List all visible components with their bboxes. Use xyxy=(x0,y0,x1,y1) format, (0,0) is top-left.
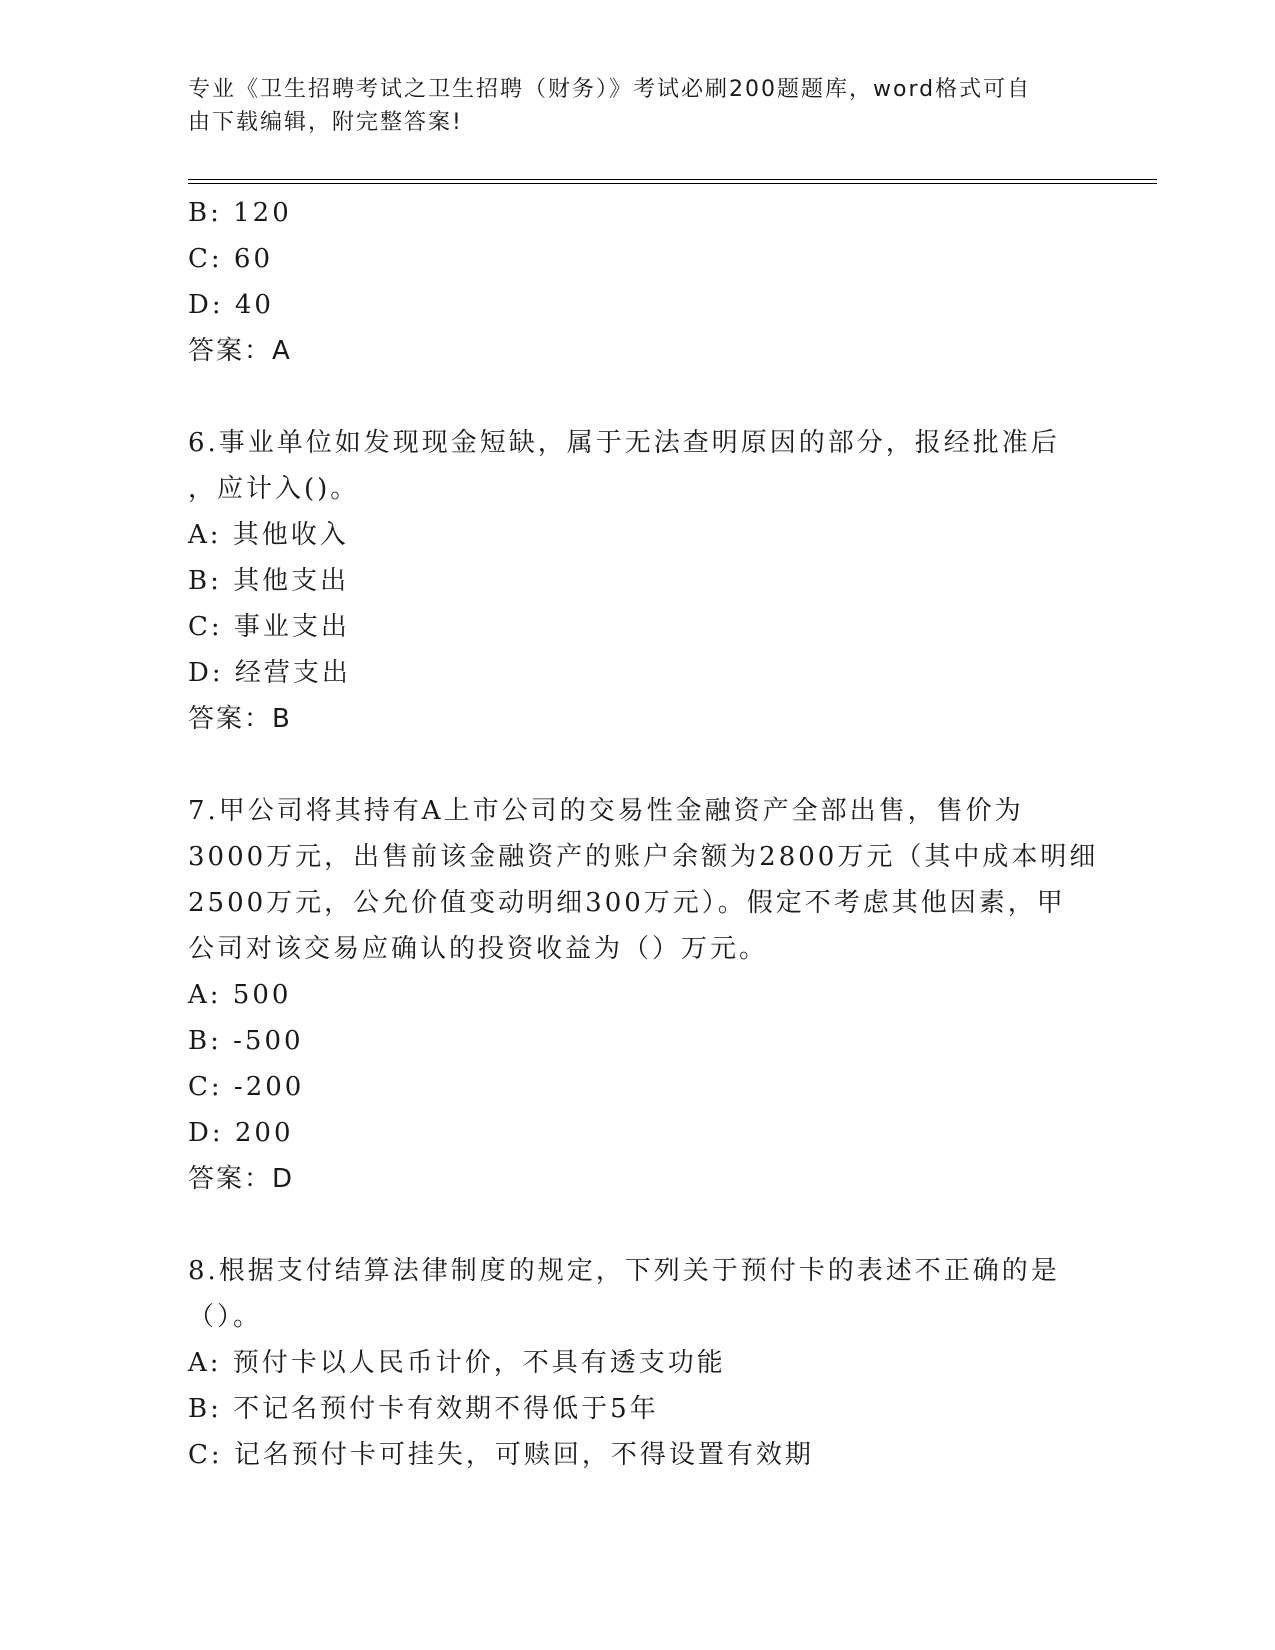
question-8 xyxy=(188,1248,1088,1478)
header-divider-bottom xyxy=(188,183,1157,184)
option-d: D: 40 xyxy=(188,290,274,320)
document-header xyxy=(188,73,1088,139)
answer-line: 答案：A xyxy=(188,336,292,366)
option-b: B: -500 xyxy=(188,1026,304,1056)
header-line-1: 专业《卫生招聘考试之卫生招聘（财务）》考试必刷200题题库，word格式可自 xyxy=(188,77,1032,102)
option-c: C: 事业支出 xyxy=(188,612,350,642)
option-b: B: 120 xyxy=(188,198,292,228)
spacer xyxy=(188,742,1088,788)
option-a: A: 预付卡以人民币计价，不具有透支功能 xyxy=(188,1348,726,1378)
option-b: B: 其他支出 xyxy=(188,566,350,596)
option-b: B: 不记名预付卡有效期不得低于5年 xyxy=(188,1394,659,1424)
answer-line: 答案：B xyxy=(188,704,292,734)
question-stem: 公司对该交易应确认的投资收益为（）万元。 xyxy=(188,934,769,964)
question-6 xyxy=(188,420,1088,742)
question-stem: （）。 xyxy=(188,1302,263,1332)
header-line-2: 由下载编辑，附完整答案! xyxy=(188,110,463,135)
option-d: D: 经营支出 xyxy=(188,658,351,688)
spacer xyxy=(188,374,1088,420)
option-c: C: 记名预付卡可挂失，可赎回，不得设置有效期 xyxy=(188,1440,814,1470)
question-stem: 6.事业单位如发现现金短缺，属于无法查明原因的部分，报经批准后 xyxy=(188,428,1060,458)
question-stem: 3000万元，出售前该金融资产的账户余额为2800万元（其中成本明细 xyxy=(188,842,1099,872)
question-7 xyxy=(188,788,1099,1202)
question-stem: 8.根据支付结算法律制度的规定，下列关于预付卡的表述不正确的是 xyxy=(188,1256,1060,1286)
option-c: C: 60 xyxy=(188,244,274,274)
option-d: D: 200 xyxy=(188,1118,294,1148)
option-a: A: 其他收入 xyxy=(188,520,349,550)
question-stem: ，应计入()。 xyxy=(188,474,360,504)
answer-line: 答案：D xyxy=(188,1164,295,1194)
question-5 xyxy=(188,190,1088,374)
question-content xyxy=(188,190,1099,1478)
option-a: A: 500 xyxy=(188,980,292,1010)
question-stem: 2500万元，公允价值变动明细300万元）。假定不考虑其他因素，甲 xyxy=(188,888,1066,918)
question-stem: 7.甲公司将其持有A上市公司的交易性金融资产全部出售，售价为 xyxy=(188,796,1024,826)
header-divider-top xyxy=(188,179,1157,180)
option-c: C: -200 xyxy=(188,1072,305,1102)
spacer xyxy=(188,1202,1088,1248)
